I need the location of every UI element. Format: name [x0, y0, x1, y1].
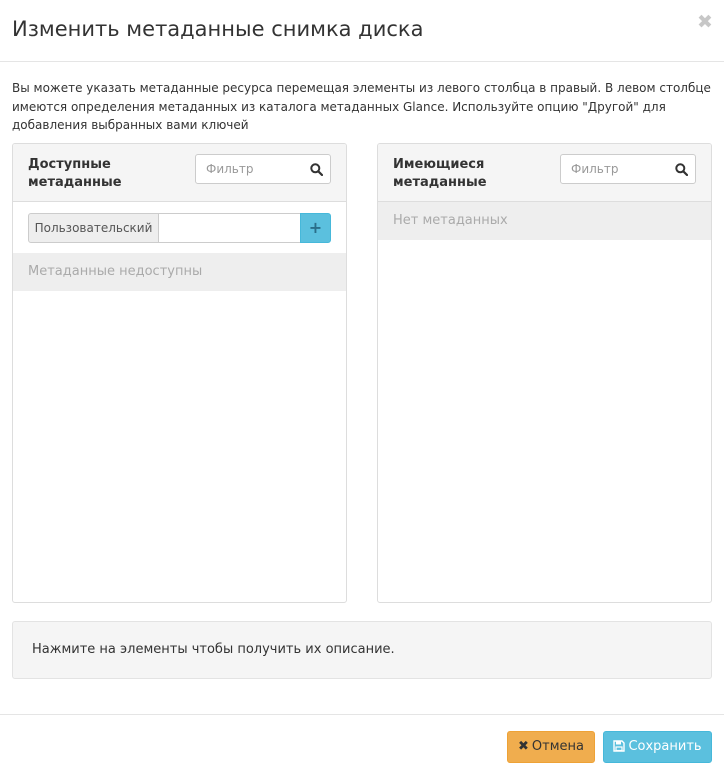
available-metadata-title: Доступные метаданные [28, 157, 122, 190]
save-button-label: Сохранить [628, 739, 702, 754]
available-filter-input[interactable] [196, 155, 304, 183]
metadata-description-box [12, 621, 712, 679]
modal-description: Вы можете указать метаданные ресурса перемещая элементы из левого столбца в правый. В левом столбце имеются определения метаданных из каталога метаданных Glance. Используйте опцию "Другой" для добавления выбранных вами ключей [12, 81, 711, 132]
times-icon: ✖ [518, 739, 529, 754]
modal-header [0, 0, 724, 62]
existing-filter-input[interactable] [561, 155, 669, 183]
existing-filter [560, 154, 696, 184]
existing-metadata-heading [378, 144, 711, 202]
cancel-button[interactable] [507, 731, 595, 763]
available-filter [195, 154, 331, 184]
search-icon[interactable] [302, 155, 330, 183]
close-icon[interactable]: ✖ [697, 11, 713, 33]
existing-empty-message: Нет метаданных [378, 202, 711, 240]
available-metadata-panel [12, 143, 347, 603]
modal-title: Изменить метаданные снимка диска [12, 17, 424, 41]
modal-footer [0, 714, 724, 774]
custom-metadata-row [28, 213, 331, 243]
cancel-button-label: Отмена [531, 739, 584, 754]
save-button[interactable] [603, 731, 712, 763]
metadata-description-text: Нажмите на элементы чтобы получить их описание. [32, 642, 395, 657]
floppy-disk-icon [613, 732, 625, 762]
existing-metadata-title: Имеющиеся метаданные [393, 157, 487, 190]
existing-metadata-panel [377, 143, 712, 603]
plus-icon[interactable]: + [300, 213, 331, 243]
available-empty-message: Метаданные недоступны [13, 253, 346, 291]
custom-metadata-label: Пользовательский [28, 213, 159, 243]
custom-metadata-input[interactable] [158, 213, 301, 243]
search-icon[interactable] [667, 155, 695, 183]
available-metadata-heading [13, 144, 346, 202]
